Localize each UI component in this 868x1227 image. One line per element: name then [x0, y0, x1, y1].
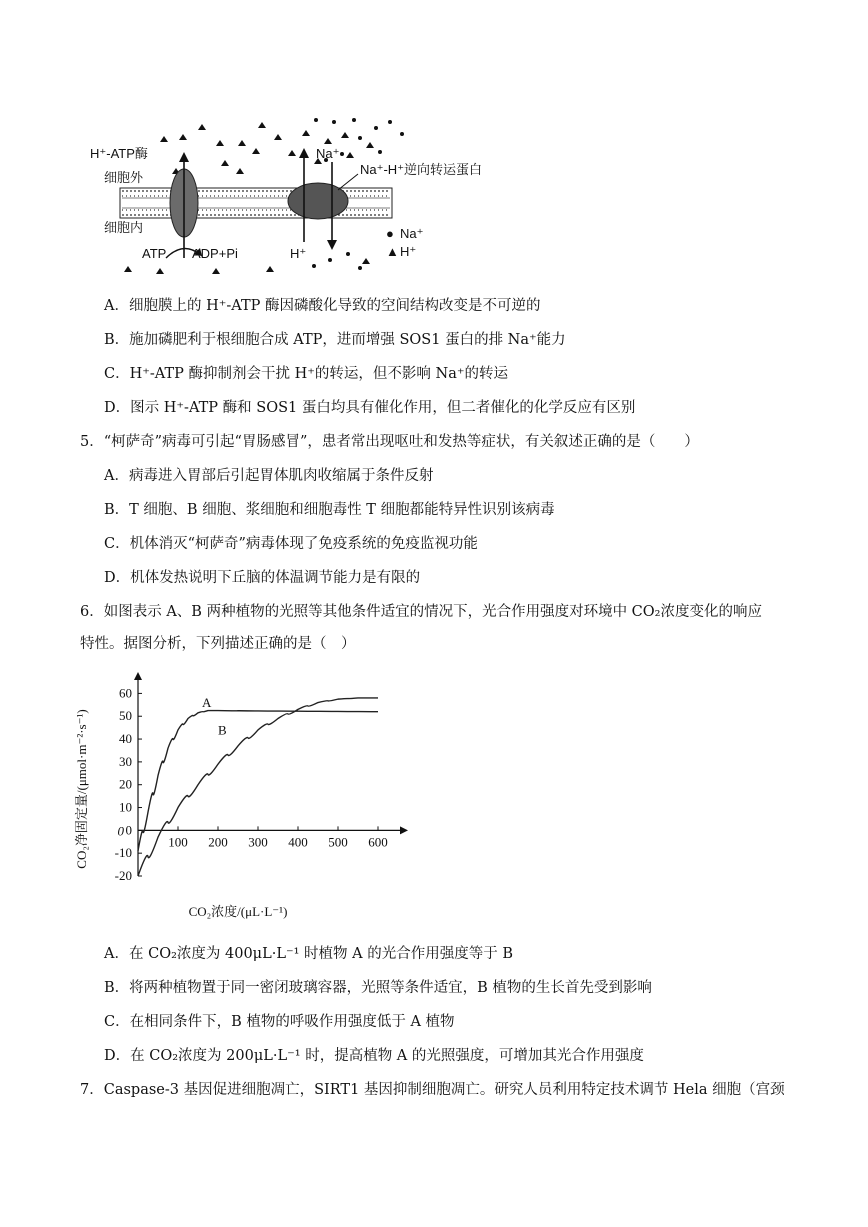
- option-text: 图示 H⁺-ATP 酶和 SOS1 蛋白均具有催化作用，但二者催化的化学反应有区别: [130, 400, 636, 416]
- label-outside: 细胞外: [104, 170, 144, 185]
- label-na-top: Na⁺: [316, 146, 340, 161]
- option-letter: A．: [104, 946, 129, 962]
- option-letter: A．: [104, 468, 129, 484]
- option-letter: A．: [104, 298, 129, 314]
- q5-option-c: [104, 534, 478, 554]
- legend-h: H⁺: [400, 244, 417, 259]
- na-h-antiporter-protein: [288, 183, 348, 219]
- q7-stem: 7．Caspase-3 基因促进细胞凋亡，SIRT1 基因抑制细胞凋亡。研究人员利用特定技术调节 Hela 细胞（宫颈: [80, 1082, 785, 1098]
- co2-fixation-chart: [70, 668, 420, 928]
- series-label-B: B: [218, 722, 227, 738]
- q5-stem: 5．“柯萨奇”病毒可引起“胃肠感冒”，患者常出现呕吐和发热等症状，有关叙述正确的是（ ）: [80, 434, 699, 450]
- phospholipid-bilayer: [120, 188, 392, 218]
- option-text: 机体消灭“柯萨奇”病毒体现了免疫系统的免疫监视功能: [129, 536, 478, 552]
- q4-option-d: [104, 398, 635, 418]
- q6-option-c: [104, 1012, 455, 1032]
- y-tick-label: 60: [119, 685, 132, 701]
- chart-labels: [74, 685, 388, 919]
- x-tick-label: 200: [208, 834, 228, 850]
- option-letter: B．: [104, 980, 130, 996]
- option-text: 在 CO₂浓度为 200μL·L⁻¹ 时，提高植物 A 的光照强度，可增加其光合作用强度: [130, 1048, 644, 1064]
- option-letter: C．: [104, 366, 130, 382]
- q5-option-b: [104, 500, 555, 520]
- q6-option-d: [104, 1046, 644, 1066]
- q6-stem-line2: 特性。据图分析，下列描述正确的是（ ）: [80, 636, 356, 652]
- q4-option-c: [104, 364, 508, 384]
- option-letter: D．: [104, 1048, 131, 1064]
- option-letter: C．: [104, 536, 130, 552]
- option-text: 施加磷肥利于根细胞合成 ATP，进而增强 SOS1 蛋白的排 Na⁺能力: [129, 332, 566, 348]
- x-tick-label: 600: [368, 834, 388, 850]
- q4-option-b: [104, 330, 566, 350]
- option-text: T 细胞、B 细胞、浆细胞和细胞毒性 T 细胞都能特异性识别该病毒: [129, 502, 555, 518]
- label-antiporter: Na⁺-H⁺逆向转运蛋白: [360, 162, 483, 177]
- y-tick-label: 40: [119, 731, 132, 747]
- y-axis-arrow: [134, 672, 142, 680]
- option-text: 机体发热说明下丘脑的体温调节能力是有限的: [130, 570, 421, 586]
- option-letter: B．: [104, 332, 130, 348]
- legend-h-symbol: ▲: [386, 244, 399, 259]
- option-text: H⁺-ATP 酶抑制剂会干扰 H⁺的转运，但不影响 Na⁺的转运: [129, 366, 509, 382]
- option-text: 在 CO₂浓度为 400μL·L⁻¹ 时植物 A 的光合作用强度等于 B: [128, 946, 513, 962]
- q5-option-a: [104, 466, 433, 486]
- x-tick-label: 500: [328, 834, 348, 850]
- legend-na: Na⁺: [400, 226, 424, 241]
- series-label-A: A: [202, 695, 212, 711]
- y-tick-label: 30: [119, 753, 132, 769]
- label-h-atpase: H⁺-ATP酶: [90, 146, 148, 161]
- membrane-transport-figure: [80, 108, 520, 286]
- option-text: 病毒进入胃部后引起胃体肌肉收缩属于条件反射: [128, 468, 434, 484]
- option-text: 在相同条件下，B 植物的呼吸作用强度低于 A 植物: [129, 1014, 455, 1030]
- legend-na-symbol: ●: [386, 226, 394, 241]
- x-tick-label: 300: [248, 834, 268, 850]
- y-tick-label: 50: [119, 708, 132, 724]
- q6-stem-line1: 6．如图表示 A、B 两种植物的光照等其他条件适宜的情况下，光合作用强度对环境中 CO₂浓度变化的响应: [80, 604, 762, 620]
- y-tick-label: -10: [114, 845, 132, 861]
- q6-option-b: [104, 978, 652, 998]
- option-text: 将两种植物置于同一密闭玻璃容器，光照等条件适宜，B 植物的生长首先受到影响: [129, 980, 652, 996]
- option-letter: D．: [104, 570, 131, 586]
- option-letter: C．: [104, 1014, 130, 1030]
- x-axis-title: CO₂浓度/(μL·L⁻¹): [188, 904, 288, 919]
- label-h-bottom: H⁺: [290, 246, 307, 261]
- label-adp: ADP+Pi: [192, 246, 238, 261]
- q5-option-d: [104, 568, 420, 588]
- y-axis-title: CO₂净固定量/(μmol·m⁻²·s⁻¹): [74, 709, 89, 869]
- q6-option-a: [104, 944, 513, 964]
- option-text: 细胞膜上的 H⁺-ATP 酶因磷酸化导致的空间结构改变是不可逆的: [128, 298, 541, 314]
- x-tick-label: 400: [288, 834, 308, 850]
- x-axis-arrow: [400, 826, 408, 834]
- y-tick-label: 10: [119, 799, 132, 815]
- label-atp: ATP: [142, 246, 167, 261]
- label-inside: 细胞内: [104, 220, 144, 235]
- y-tick-label: -20: [114, 868, 132, 883]
- q4-option-a: [104, 296, 541, 316]
- y-tick-label: 20: [119, 776, 132, 792]
- option-letter: D．: [104, 400, 131, 416]
- x-tick-label: 100: [168, 834, 188, 850]
- y-tick-label: 0: [125, 822, 132, 838]
- x-tick-label: 0: [117, 823, 124, 839]
- option-letter: B．: [104, 502, 130, 518]
